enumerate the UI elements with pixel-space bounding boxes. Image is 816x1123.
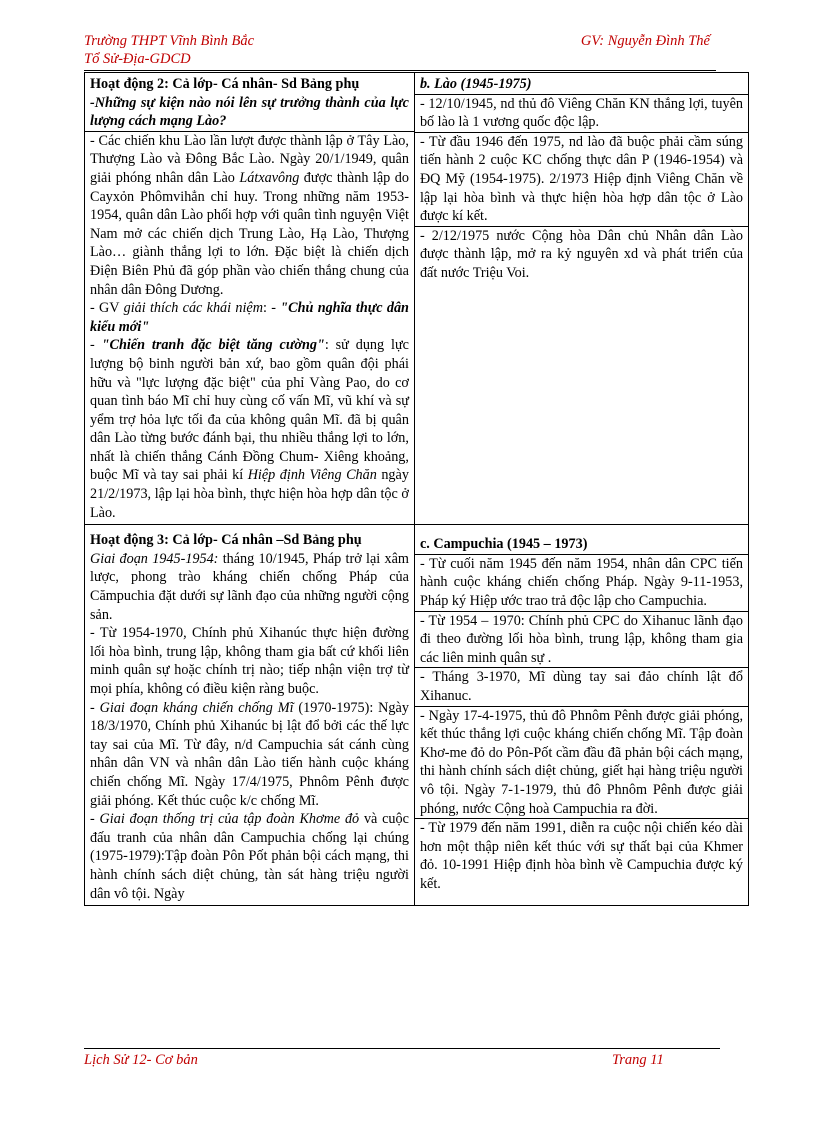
laos-item: - Từ đầu 1946 đến 1975, nd lào đã buộc phải cầm súng tiến hành 2 cuộc KC chống thực dân P (1946-1954) và ĐQ Mỹ (1954-1975). 2/1973 Hiệp định Viêng Chăn về lập lại hòa bình và thực hiện hòa hợp dân tộc ở Lào được kí kết. [415, 132, 748, 226]
cell-activity-3 [85, 525, 415, 906]
activity-3-title: Hoạt động 3: Cả lớp- Cá nhân –Sd Bảng phụ [90, 532, 362, 549]
laos-title: b. Lào (1945-1975) [419, 76, 532, 92]
activity-2-title: Hoạt động 2: Cả lớp- Cá nhân- Sd Bảng phụ [90, 76, 360, 92]
subject-name: Lịch Sử 12- Cơ bản [84, 1052, 198, 1068]
cambodia-item: - Từ 1979 đến năm 1991, diễn ra cuộc nội chiến kéo dài hơn một thập niên kết thúc với sự thất bại của Khmer đỏ. 10-1991 Hiệp định hòa bình về Campuchia được ký kết. [415, 818, 748, 893]
department-name: Tổ Sử-Địa-GDCD [84, 51, 191, 67]
header-divider [84, 70, 716, 71]
activity-2-concepts: - GV giải thích các khái niệm: - "Chủ nghĩa thực dân kiểu mới" [90, 300, 409, 335]
cambodia-title: c. Campuchia (1945 – 1973) [419, 536, 588, 553]
cell-laos-summary [414, 73, 748, 525]
page-footer [84, 1052, 720, 1069]
activity-2-body [85, 131, 414, 522]
activity-3-stage-1: Giai đoạn 1945-1954: tháng 10/1945, Pháp trở lại xâm lược, phong trào kháng chiến chống Pháp của Cămpuchia đặt dưới sự lãnh đạo của những người cộng sản. [90, 550, 409, 623]
activity-3-stage-2: - Từ 1954-1970, Chính phủ Xihanúc thực hiện đường lối hòa bình, trung lập, không tham gia bất cứ khối liên minh quân sự hoặc chính trị nào; tiếp nhận viện trợ từ mọi phía, không có điều kiện ràng buộc. [90, 625, 409, 697]
cell-cambodia-summary [414, 525, 748, 906]
cell-activity-2 [85, 73, 415, 525]
activity-2-paragraph: - Các chiến khu Lào lần lượt được thành lập ở Tây Lào, Thượng Lào và Đông Bắc Lào. Ngày 20/1/1949, quân giải phóng nhân dân Lào Látxavông được thành lập do Cayxỏn Phômvihẳn chỉ huy. Trong những năm 1953-1954, quân dân Lào phối hợp với quân tình nguyện Việt Nam mở các chiến dịch Trung Lào, Hạ Lào, Thượng Lào… giành thắng lợi to lớn. Đặc biệt là chiến dịch Điện Biên Phủ đã góp phần vào chiến thắng chung của nhân dân Đông Dương. [90, 132, 409, 298]
table-row-laos [85, 73, 749, 525]
footer-divider [84, 1048, 720, 1049]
lesson-table [84, 72, 749, 906]
activity-2-question: -Những sự kiện nào nói lên sự trưởng thành của lực lượng cách mạng Lào? [90, 94, 409, 130]
activity-3-stage-3: - Giai đoạn kháng chiến chống Mĩ (1970-1975): Ngày 18/3/1970, Chính phủ Xihanúc bị lật đổ bởi các thế lực tay sai của Mĩ. Từ đây, n/d Campuchia sát cánh cùng nhân dân VN và nhân dân Lào tiến hành cuộc kháng chiến chống Mĩ. Ngày 17/4/1975, Phnôm Pênh được giải phóng. Kết thúc cuộc k/c chống Mĩ. [90, 699, 409, 809]
school-name: Trường THPT Vĩnh Bình Bắc [84, 33, 255, 49]
page-number: Trang 11 [612, 1052, 664, 1068]
activity-3-stage-4: - Giai đoạn thống trị của tập đoàn Khơme đỏ và cuộc đấu tranh của nhân dân Campuchia chống lại chúng (1975-1979):Tập đoàn Pôn Pốt phản bội cách mạng, thi hành chính sách diệt chủng, tàn sát hàng triệu người dân vô tội. Ngày [90, 811, 409, 902]
laos-item: - 2/12/1975 nước Cộng hòa Dân chủ Nhân dân Lào được thành lập, mở ra kỷ nguyên xd và phát triển của đất nước Triệu Voi. [415, 226, 748, 283]
page-header [84, 32, 716, 68]
table-row-cambodia [85, 525, 749, 906]
laos-item: - 12/10/1945, nd thủ đô Viêng Chăn KN thắng lợi, tuyên bố lào là 1 vương quốc độc lập. [415, 94, 748, 132]
cambodia-item: - Từ 1954 – 1970: Chính phủ CPC do Xihanuc lãnh đạo đi theo đường lối hòa bình, trung lập, không tham gia các liên minh quân sự . [415, 611, 748, 668]
activity-2-special-war: - "Chiến tranh đặc biệt tăng cường": sử dụng lực lượng bộ binh người bản xứ, bao gồm quân đội phái hữu và "lực lượng đặc biệt" của phỉ Vàng Pao, do cơ quan tình báo Mĩ chỉ huy cùng cố vấn Mĩ, vũ khí và sự yểm trợ hỏa lực tối đa của không quân Mĩ. đã bị quân dân Lào từng bước đánh bại, thu nhiều thắng lợi to lớn, nhất là chiến thắng Cánh Đồng Chum- Xiêng khoảng, buộc Mĩ và tay sai phải kí Hiệp định Viêng Chăn ngày 21/2/1973, lập lại hòa bình, thực hiện hòa hợp dân tộc ở Lào. [90, 337, 409, 521]
cambodia-item: - Tháng 3-1970, Mĩ dùng tay sai đảo chính lật đổ Xihanuc. [415, 667, 748, 705]
teacher-name: GV: Nguyễn Đình Thế [580, 33, 710, 49]
cambodia-item: - Từ cuối năm 1945 đến năm 1954, nhân dân CPC tiến hành cuộc kháng chiến chống Pháp. Ngày 9-11-1953, Pháp ký Hiệp ước trao trả độc lập cho Campuchia. [415, 554, 748, 611]
cambodia-item: - Ngày 17-4-1975, thủ đô Phnôm Pênh được giải phóng, kết thúc thắng lợi cuộc kháng chiến chống Mĩ. Tập đoàn Khơ-me đỏ do Pôn-Pốt cầm đầu đã phản bội cách mạng, thi hành chính sách diệt chủng, giết hại hàng triệu người vô tội. Ngày 7-1-1979, thủ đô Phnôm Pênh được giải phóng, nước Cộng hoà Campuchia ra đời. [415, 706, 748, 819]
